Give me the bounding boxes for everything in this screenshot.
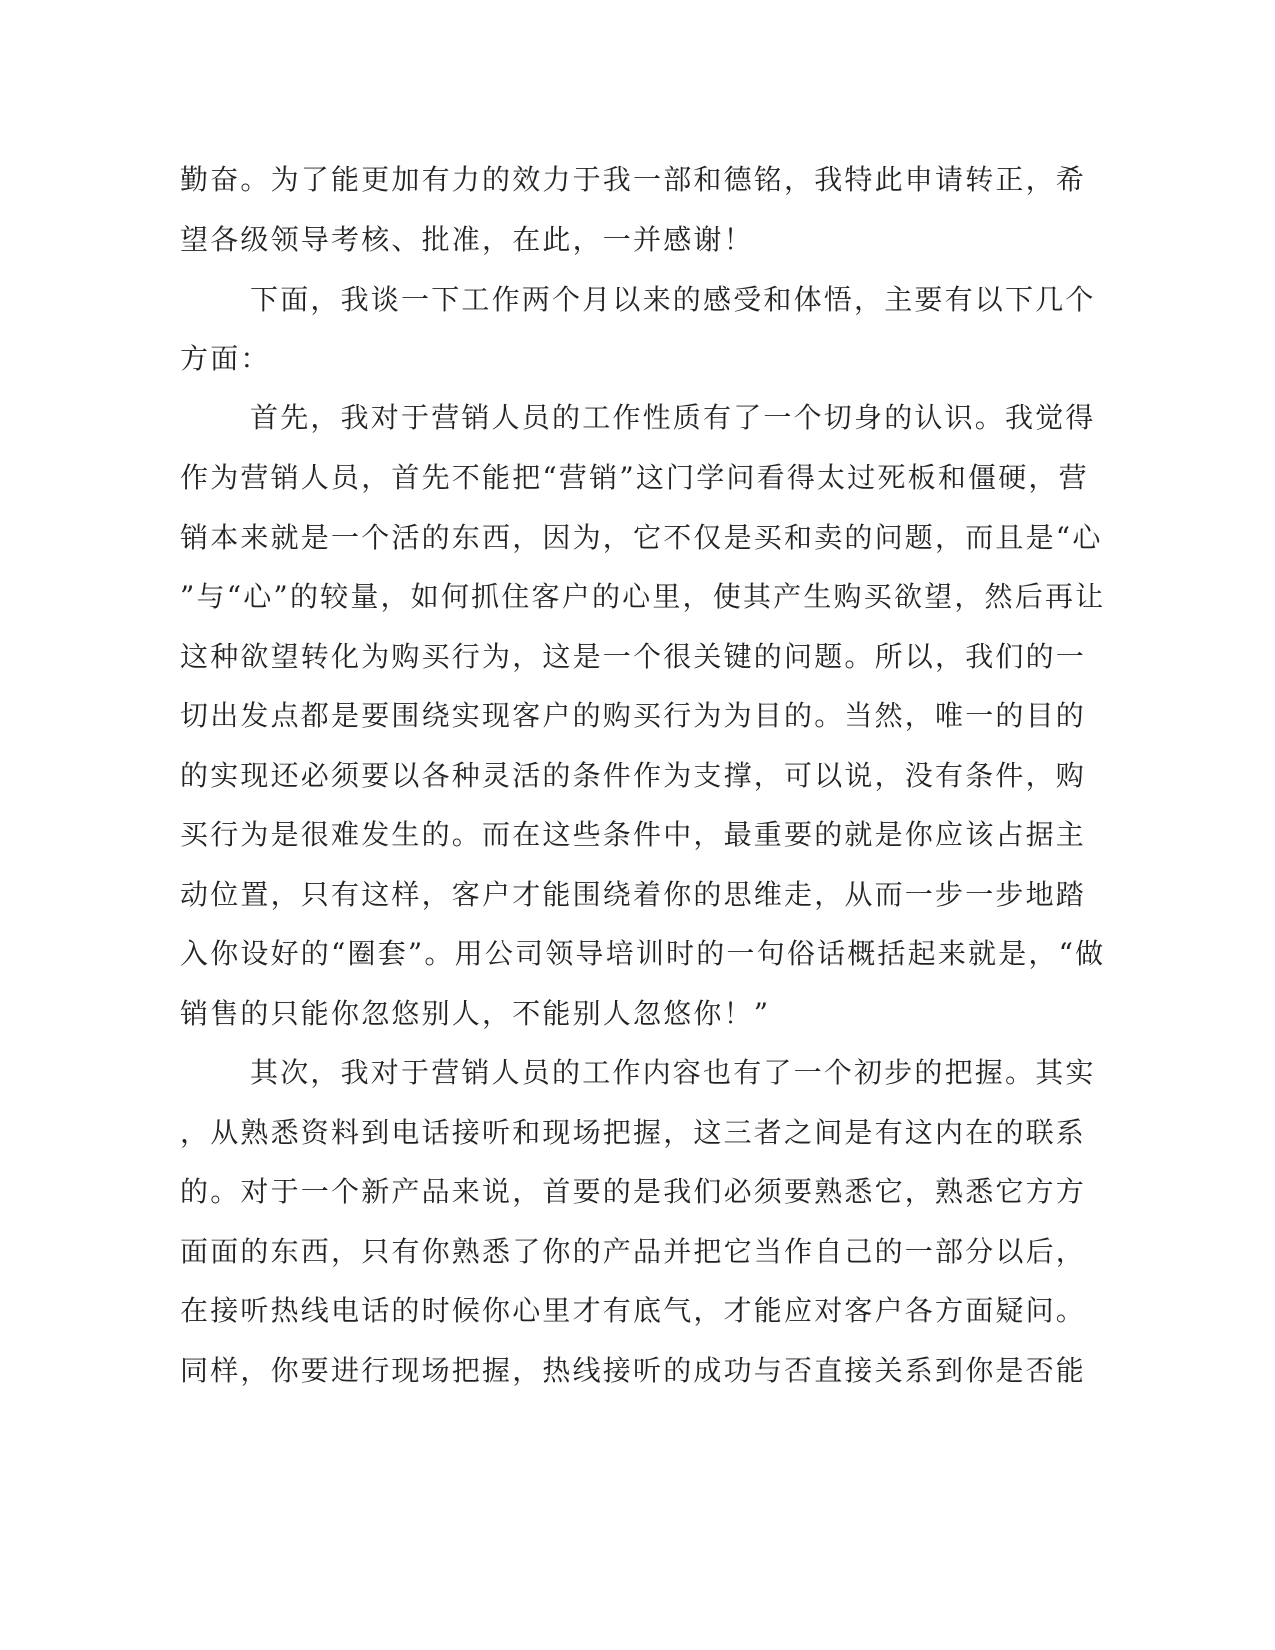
- text-line: ”与“心”的较量，如何抓住客户的心里，使其产生购买欲望，然后再让: [180, 580, 1106, 613]
- text-line: 的。对于一个新产品来说，首要的是我们必须要熟悉它，熟悉它方方: [180, 1175, 1087, 1208]
- paragraph-first-line: 其次，我对于营销人员的工作内容也有了一个初步的把握。其实: [250, 1056, 1096, 1089]
- text-line: 在接听热线电话的时候你心里才有底气，才能应对客户各方面疑问。: [180, 1294, 1087, 1327]
- paragraph-first-line: 下面，我谈一下工作两个月以来的感受和体悟，主要有以下几个: [250, 283, 1096, 316]
- text-line: 的实现还必须要以各种灵活的条件作为支撑，可以说，没有条件，购: [180, 759, 1087, 792]
- text-line: 销本来就是一个活的东西，因为，它不仅是买和卖的问题，而且是“心: [180, 521, 1103, 554]
- text-line: 方面：: [180, 342, 271, 375]
- text-line: 动位置，只有这样，客户才能围绕着你的思维走，从而一步一步地踏: [180, 878, 1087, 911]
- text-line: 买行为是很难发生的。而在这些条件中，最重要的就是你应该占据主: [180, 818, 1087, 851]
- paragraph-first-line: 首先，我对于营销人员的工作性质有了一个切身的认识。我觉得: [250, 401, 1096, 434]
- text-line: ，从熟悉资料到电话接听和现场把握，这三者之间是有这内在的联系: [180, 1116, 1087, 1149]
- text-line: 面面的东西，只有你熟悉了你的产品并把它当作自己的一部分以后，: [180, 1235, 1087, 1268]
- text-line: 勤奋。为了能更加有力的效力于我一部和德铭，我特此申请转正，希: [180, 163, 1087, 196]
- text-line: 这种欲望转化为购买行为，这是一个很关键的问题。所以，我们的一: [180, 640, 1087, 673]
- text-line: 望各级领导考核、批准，在此，一并感谢！: [180, 223, 754, 256]
- text-line: 入你设好的“圈套”。用公司领导培训时的一句俗话概括起来就是，“做: [180, 937, 1106, 970]
- text-line: 作为营销人员，首先不能把“营销”这门学问看得太过死板和僵硬，营: [180, 461, 1089, 494]
- text-line: 销售的只能你忽悠别人，不能别人忽悠你！”: [180, 997, 771, 1030]
- text-line: 同样，你要进行现场把握，热线接听的成功与否直接关系到你是否能: [180, 1354, 1087, 1387]
- text-line: 切出发点都是要围绕实现客户的购买行为为目的。当然，唯一的目的: [180, 699, 1087, 732]
